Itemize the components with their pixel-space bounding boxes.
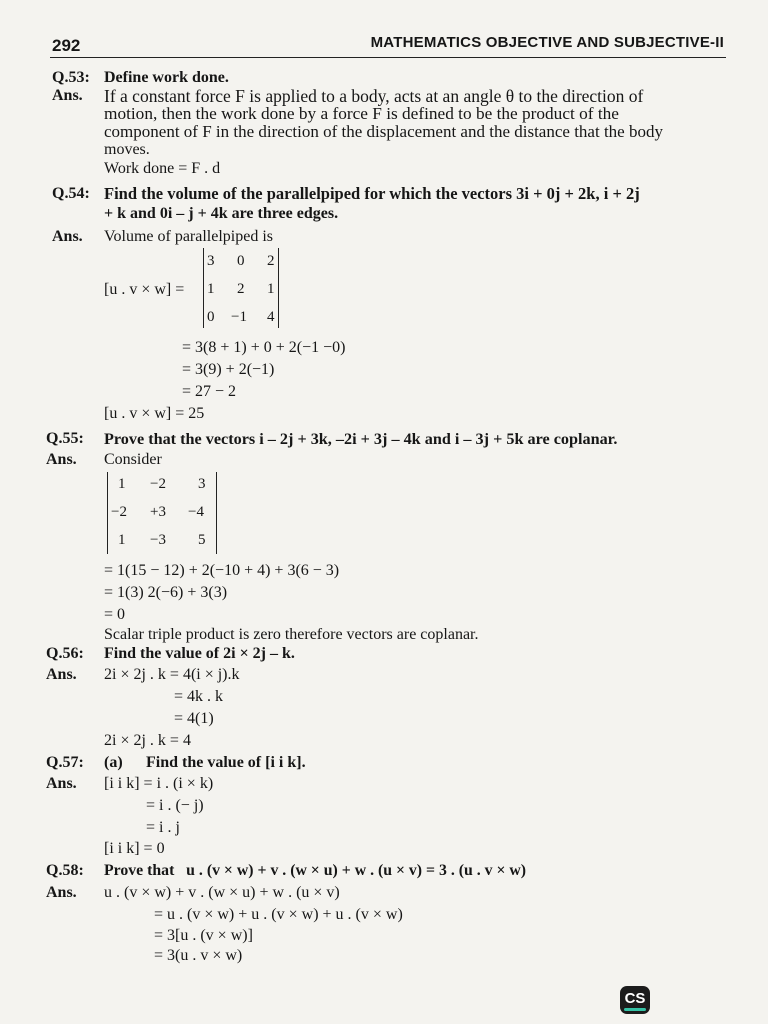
q53-answer-line-1: If a constant force F is applied to a body, acts at an angle θ to the direction of [104,86,644,106]
q54-question-line-2: + k and 0i – j + 4k are three edges. [104,205,339,222]
q54-matrix-r2c2: 2 [237,281,245,297]
q54-matrix-r3c2: −1 [231,309,247,325]
q57-result: [i i k] = 0 [104,840,165,857]
q53-answer-line-4: moves. [104,141,150,158]
q55-matrix-r3c2: −3 [150,532,166,548]
q56-question: Find the value of 2i × 2j – k. [104,645,295,662]
q56-ans-label: Ans. [46,666,77,683]
q54-label: Q.54: [52,185,90,202]
q55-matrix-r3c1: 1 [118,532,126,548]
q58-step-2: = u . (v × w) + u . (v × w) + u . (v × w) [154,906,403,923]
q57-part: (a) [104,754,123,771]
q57-step-1: [i i k] = i . (i × k) [104,775,214,792]
header-rule [50,57,726,58]
q55-answer-intro: Consider [104,451,162,468]
q55-ans-label: Ans. [46,451,77,468]
q55-matrix-r2c3: −4 [188,504,204,520]
q58-question: Prove that u . (v × w) + v . (w × u) + w . (u × v) = 3 . (u . v × w) [104,862,527,879]
q55-step-2: = 1(3) 2(−6) + 3(3) [104,584,228,601]
q55-matrix-r1c1: 1 [118,476,126,492]
q54-matrix-r1c3: 2 [267,253,275,269]
q56-step-3: = 4(1) [174,710,214,727]
q55-matrix-r1c3: 3 [198,476,206,492]
q58-label: Q.58: [46,862,84,879]
q53-answer-line-2: motion, then the work done by a force F is defined to be the product of the [104,104,619,123]
q55-matrix-r2c1: −2 [111,504,127,520]
q54-triple-product-lhs: [u . v × w] = [104,281,185,298]
q54-matrix-r1c1: 3 [207,253,215,269]
q55-matrix-r3c3: 5 [198,532,206,548]
q57-ans-label: Ans. [46,775,77,792]
q54-matrix-r2c1: 1 [207,281,215,297]
q55-label: Q.55: [46,430,84,447]
camscanner-logo-text: CS [624,990,646,1007]
q54-question-line-1: Find the volume of the parallelpiped for which the vectors 3i + 0j + 2k, i + 2j [104,184,640,203]
q54-step-3: = 27 − 2 [182,383,237,400]
q56-result: 2i × 2j . k = 4 [104,732,191,749]
q55-step-1: = 1(15 − 12) + 2(−10 + 4) + 3(6 − 3) [104,562,340,579]
q54-matrix-r3c1: 0 [207,309,215,325]
q53-answer-line-3: component of F in the direction of the displacement and the distance that the body [104,122,663,141]
q55-step-3: = 0 [104,606,126,623]
q58-ans-label: Ans. [46,884,77,901]
q57-step-2: = i . (− j) [146,797,204,814]
q53-label: Q.53: [52,69,90,86]
q56-step-1: 2i × 2j . k = 4(i × j).k [104,666,240,683]
q57-question: Find the value of [i i k]. [146,754,306,771]
logo-accent-bar [624,1008,646,1011]
q58-step-3: = 3[u . (v × w)] [154,927,253,944]
page-number: 292 [52,36,81,55]
q54-matrix-r2c3: 1 [267,281,275,297]
camscanner-logo [620,986,650,1014]
q55-matrix-r2c2: +3 [150,504,166,520]
q56-label: Q.56: [46,645,84,662]
q57-label: Q.57: [46,754,84,771]
q55-determinant [107,472,217,554]
q54-result: [u . v × w] = 25 [104,405,205,422]
q54-step-2: = 3(9) + 2(−1) [182,361,275,378]
q54-determinant [203,248,279,328]
running-header-title: MATHEMATICS OBJECTIVE AND SUBJECTIVE-II [370,34,724,51]
q58-step-1: u . (v × w) + v . (w × u) + w . (u × v) [104,884,340,901]
q55-question: Prove that the vectors i – 2j + 3k, –2i + 3j – 4k and i – 3j + 5k are coplanar. [104,430,618,448]
q53-answer-line-5: Work done = F . d [104,160,221,177]
q57-step-3: = i . j [146,819,180,836]
q54-matrix-r3c3: 4 [267,309,275,325]
q58-step-4: = 3(u . v × w) [154,947,243,964]
q54-answer-intro: Volume of parallelpiped is [104,228,273,245]
q53-ans-label: Ans. [52,87,83,104]
q56-step-2: = 4k . k [174,688,224,705]
q54-ans-label: Ans. [52,228,83,245]
q53-question: Define work done. [104,69,229,86]
q54-step-1: = 3(8 + 1) + 0 + 2(−1 −0) [182,339,346,356]
q55-conclusion: Scalar triple product is zero therefore vectors are coplanar. [104,626,479,643]
q55-matrix-r1c2: −2 [150,476,166,492]
q54-matrix-r1c2: 0 [237,253,245,269]
